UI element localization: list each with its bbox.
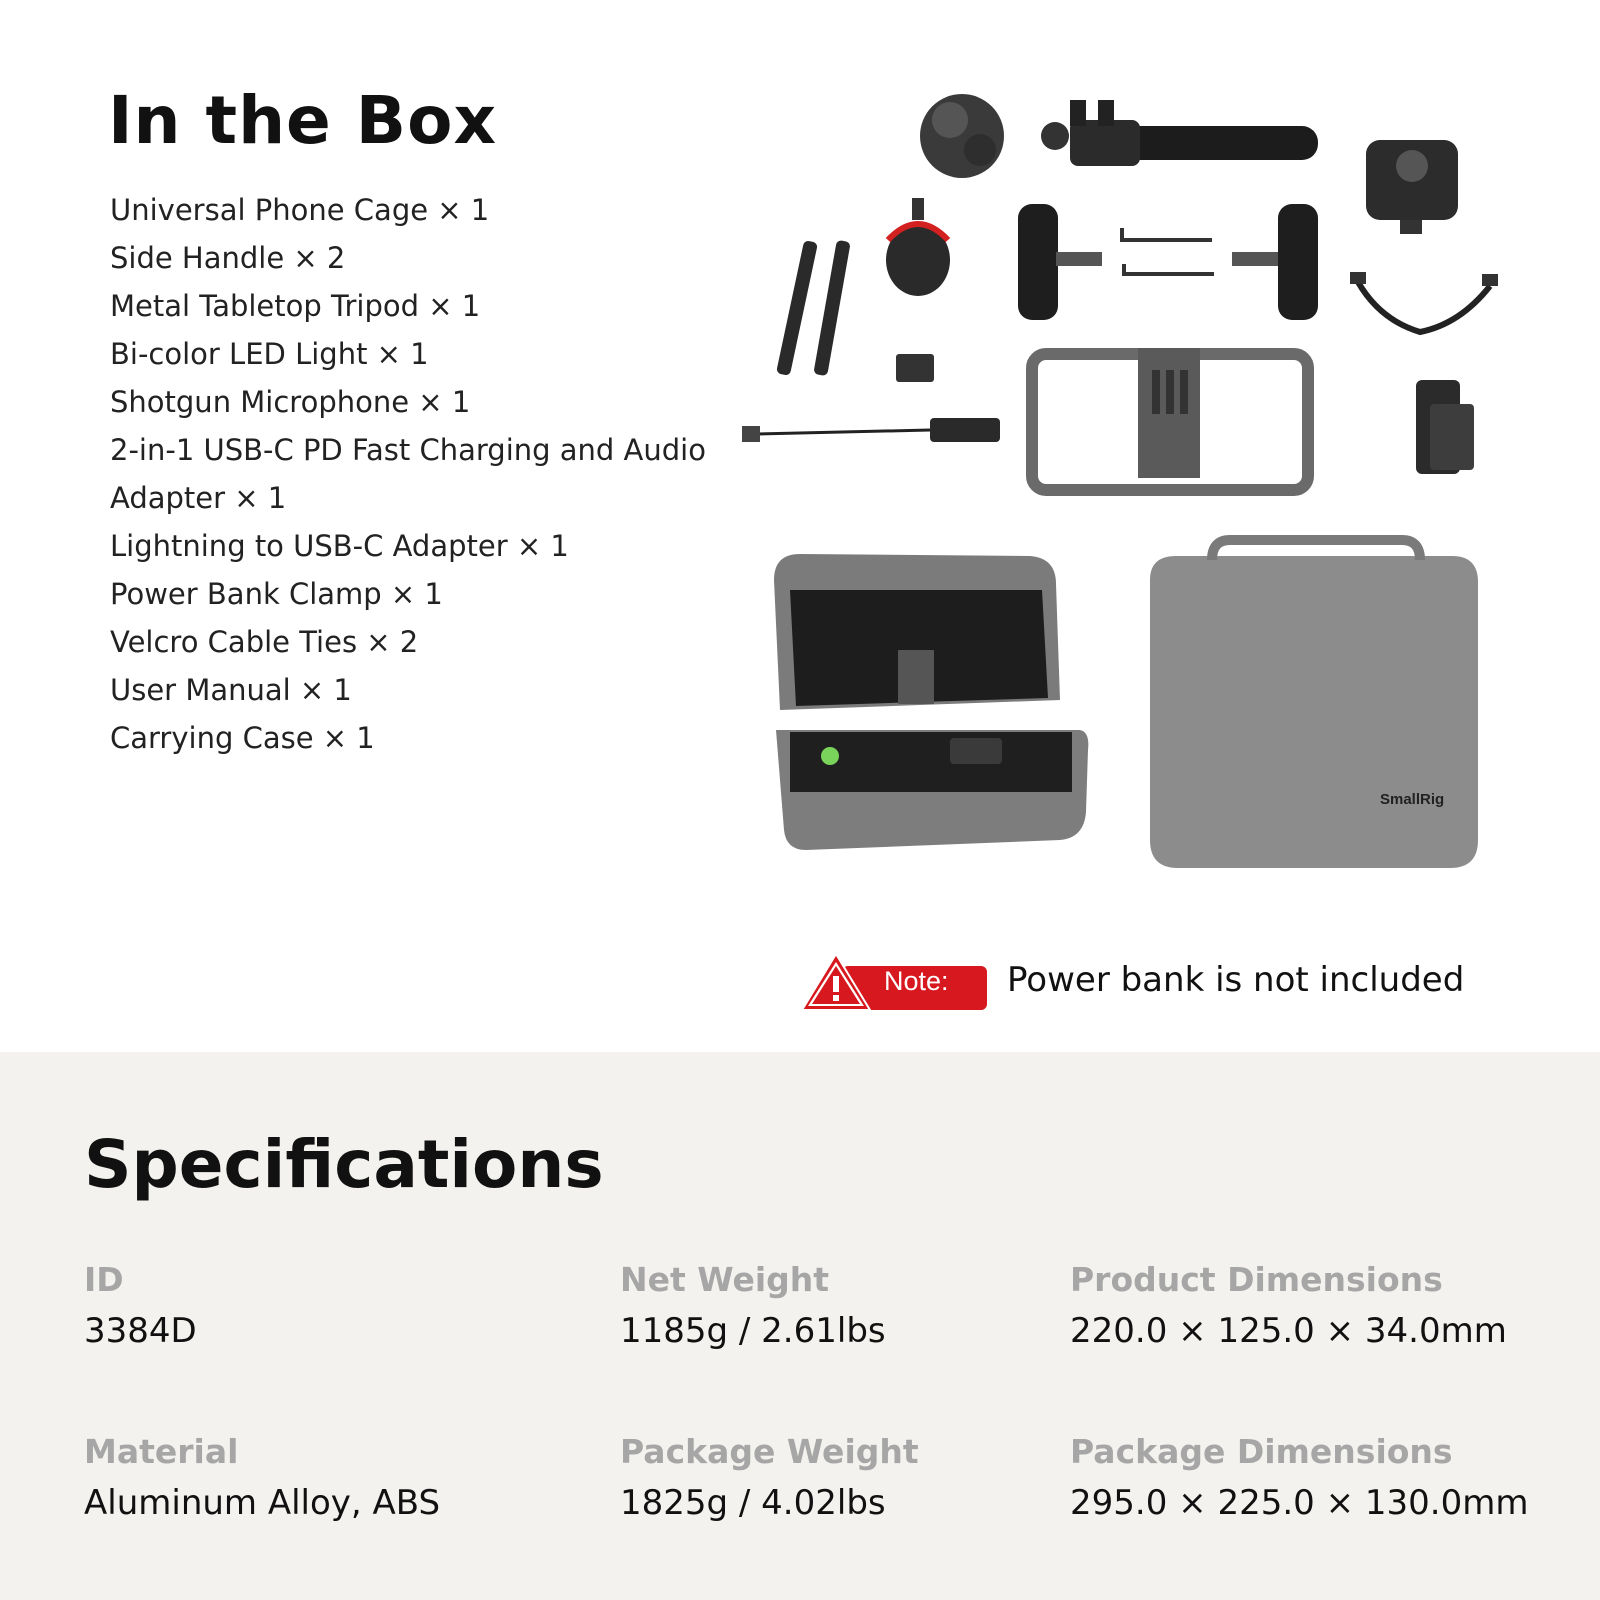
list-item: User Manual × 1 (110, 673, 352, 707)
list-item: Adapter × 1 (110, 481, 287, 515)
spec-material (84, 1432, 564, 1523)
note-banner (802, 952, 1542, 1012)
led-light-image (1366, 140, 1458, 234)
spec-label: Package Dimensions (1070, 1432, 1453, 1471)
spec-value: 220.0 × 125.0 × 34.0mm (1070, 1311, 1507, 1351)
list-item: Bi-color LED Light × 1 (110, 337, 429, 371)
spec-value: 1825g / 4.02lbs (620, 1483, 886, 1523)
list-item: 2-in-1 USB-C PD Fast Charging and Audio (110, 433, 706, 467)
spec-value: 3384D (84, 1311, 197, 1351)
spec-package-weight (620, 1432, 1100, 1523)
list-item: Power Bank Clamp × 1 (110, 577, 443, 611)
side-handles-image (1018, 204, 1318, 320)
spec-value: 295.0 × 225.0 × 130.0mm (1070, 1483, 1529, 1523)
list-item: Metal Tabletop Tripod × 1 (110, 289, 481, 323)
hex-keys-image (1122, 228, 1214, 274)
coiled-cable-image (1350, 272, 1498, 332)
tripod-image (1041, 100, 1318, 166)
list-item: Shotgun Microphone × 1 (110, 385, 471, 419)
in-the-box-list (110, 186, 706, 762)
brand-logo-text: SmallRig (1380, 791, 1445, 808)
spec-label: Net Weight (620, 1260, 830, 1299)
spec-product-dimensions (1070, 1260, 1550, 1351)
spec-label: Product Dimensions (1070, 1260, 1443, 1299)
open-case-image (774, 554, 1088, 850)
spec-label: Package Weight (620, 1432, 919, 1471)
list-item: Side Handle × 2 (110, 241, 346, 275)
specifications-section (0, 1052, 1600, 1600)
list-item: Universal Phone Cage × 1 (110, 193, 490, 227)
phone-cage-image (1032, 348, 1308, 490)
spec-id (84, 1260, 564, 1351)
specifications-title: Specifications (84, 1126, 604, 1203)
spec-value: 1185g / 2.61lbs (620, 1311, 886, 1351)
in-the-box-title: In the Box (108, 82, 498, 159)
small-adapter-image (896, 354, 934, 382)
spec-label: Material (84, 1432, 239, 1471)
microphone-image (886, 198, 950, 296)
list-item: Velcro Cable Ties × 2 (110, 625, 419, 659)
spec-net-weight (620, 1260, 1100, 1351)
list-item: Lightning to USB-C Adapter × 1 (110, 529, 569, 563)
list-item: Carrying Case × 1 (110, 721, 375, 755)
windscreen-image (920, 94, 1004, 178)
closed-case-image (1150, 540, 1478, 868)
spec-package-dimensions (1070, 1432, 1550, 1523)
power-bank-clamp-image (1416, 380, 1474, 474)
product-photo (730, 70, 1550, 900)
velcro-ties-image (776, 240, 851, 376)
spec-value: Aluminum Alloy, ABS (84, 1483, 441, 1523)
note-text: Power bank is not included (1007, 960, 1465, 1000)
spec-label: ID (84, 1260, 124, 1299)
usb-adapter-image (742, 418, 1000, 442)
note-label: Note: (884, 966, 949, 996)
